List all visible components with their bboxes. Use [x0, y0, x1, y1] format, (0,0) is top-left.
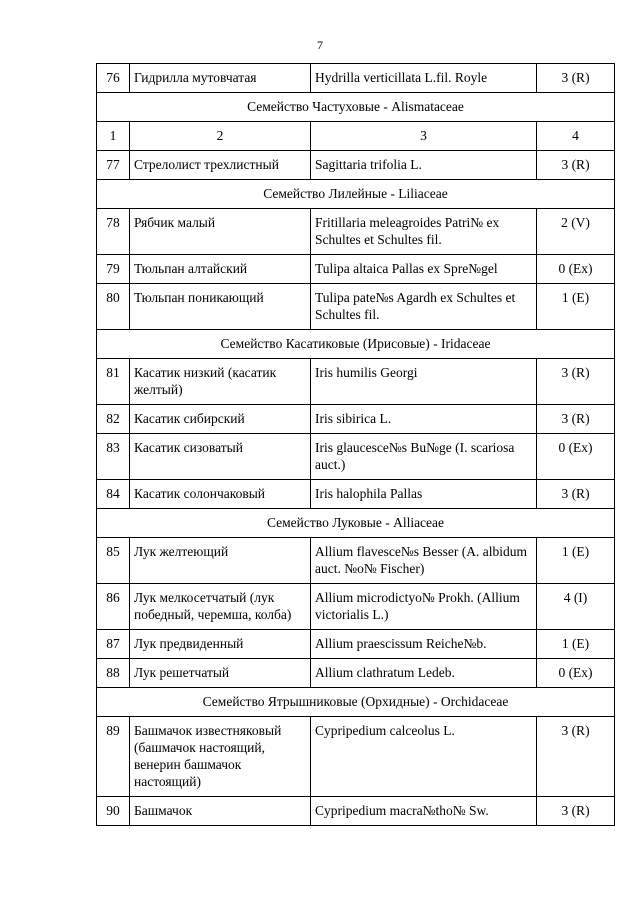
row-number: 88: [97, 659, 130, 688]
latin-name: Allium flavesce№s Besser (A. albidum auct. №o№ Fischer): [311, 538, 537, 584]
family-header-row: [97, 688, 615, 717]
status-category: 0 (Ex): [537, 255, 615, 284]
column-number: 4: [537, 122, 615, 151]
russian-name: Башмачок: [130, 797, 311, 826]
page-number: 7: [317, 38, 323, 52]
table-row: [97, 434, 615, 480]
status-category: 4 (I): [537, 584, 615, 630]
latin-name: Allium praescissum Reiche№b.: [311, 630, 537, 659]
russian-name: Лук предвиденный: [130, 630, 311, 659]
latin-name: Sagittaria trifolia L.: [311, 151, 537, 180]
table-row: [97, 64, 615, 93]
status-category: 1 (E): [537, 630, 615, 659]
row-number: 84: [97, 480, 130, 509]
latin-name: Cypripedium calceolus L.: [311, 717, 537, 797]
table-row: [97, 717, 615, 797]
latin-name: Tulipa pate№s Agardh ex Schultes et Schultes fil.: [311, 284, 537, 330]
status-category: 2 (V): [537, 209, 615, 255]
family-name: Семейство Касатиковые (Ирисовые) - Iridaceae: [97, 330, 615, 359]
table-row: [97, 480, 615, 509]
latin-name: Tulipa altaica Pallas ex Spre№gel: [311, 255, 537, 284]
row-number: 86: [97, 584, 130, 630]
row-number: 80: [97, 284, 130, 330]
family-name: Семейство Частуховые - Alismataceae: [97, 93, 615, 122]
row-number: 81: [97, 359, 130, 405]
family-name: Семейство Луковые - Alliaceae: [97, 509, 615, 538]
russian-name: Лук мелкосетчатый (лук победный, черемша, колба): [130, 584, 311, 630]
status-category: 3 (R): [537, 64, 615, 93]
latin-name: Iris glaucesce№s Bu№ge (I. scariosa auct.): [311, 434, 537, 480]
family-header-row: [97, 330, 615, 359]
table-row: [97, 659, 615, 688]
russian-name: Рябчик малый: [130, 209, 311, 255]
russian-name: Тюльпан алтайский: [130, 255, 311, 284]
russian-name: Тюльпан поникающий: [130, 284, 311, 330]
row-number: 77: [97, 151, 130, 180]
status-category: 0 (Ex): [537, 434, 615, 480]
column-number: 3: [311, 122, 537, 151]
column-number: 1: [97, 122, 130, 151]
row-number: 89: [97, 717, 130, 797]
family-name: Семейство Ятрышниковые (Орхидные) - Orchidaceae: [97, 688, 615, 717]
russian-name: Касатик сибирский: [130, 405, 311, 434]
family-header-row: [97, 509, 615, 538]
table-row: [97, 255, 615, 284]
row-number: 79: [97, 255, 130, 284]
russian-name: Касатик солончаковый: [130, 480, 311, 509]
status-category: 3 (R): [537, 717, 615, 797]
column-number: 2: [130, 122, 311, 151]
row-number: 82: [97, 405, 130, 434]
table-row: [97, 584, 615, 630]
russian-name: Гидрилла мутовчатая: [130, 64, 311, 93]
russian-name: Касатик сизоватый: [130, 434, 311, 480]
status-category: 3 (R): [537, 797, 615, 826]
table-row: [97, 284, 615, 330]
table-row: [97, 359, 615, 405]
latin-name: Iris sibirica L.: [311, 405, 537, 434]
status-category: 3 (R): [537, 480, 615, 509]
row-number: 78: [97, 209, 130, 255]
family-header-row: [97, 93, 615, 122]
row-number: 90: [97, 797, 130, 826]
status-category: 0 (Ex): [537, 659, 615, 688]
table-row: [97, 797, 615, 826]
russian-name: Лук решетчатый: [130, 659, 311, 688]
status-category: 3 (R): [537, 151, 615, 180]
status-category: 1 (E): [537, 538, 615, 584]
row-number: 76: [97, 64, 130, 93]
latin-name: Iris humilis Georgi: [311, 359, 537, 405]
russian-name: Башмачок известняковый (башмачок настоящий, венерин башмачок настоящий): [130, 717, 311, 797]
status-category: 1 (E): [537, 284, 615, 330]
row-number: 83: [97, 434, 130, 480]
table-row: [97, 405, 615, 434]
table-row: [97, 151, 615, 180]
species-table: [96, 63, 615, 826]
latin-name: Cypripedium macra№tho№ Sw.: [311, 797, 537, 826]
russian-name: Лук желтеющий: [130, 538, 311, 584]
table-row: [97, 538, 615, 584]
status-category: 3 (R): [537, 405, 615, 434]
row-number: 87: [97, 630, 130, 659]
latin-name: Allium clathratum Ledeb.: [311, 659, 537, 688]
russian-name: Стрелолист трехлистный: [130, 151, 311, 180]
russian-name: Касатик низкий (касатик желтый): [130, 359, 311, 405]
latin-name: Fritillaria meleagroides Patri№ ex Schultes et Schultes fil.: [311, 209, 537, 255]
table-row: [97, 630, 615, 659]
family-header-row: [97, 180, 615, 209]
status-category: 3 (R): [537, 359, 615, 405]
family-name: Семейство Лилейные - Liliaceae: [97, 180, 615, 209]
latin-name: Allium microdictyo№ Prokh. (Allium victorialis L.): [311, 584, 537, 630]
column-number-row: [97, 122, 615, 151]
latin-name: Iris halophila Pallas: [311, 480, 537, 509]
latin-name: Hydrilla verticillata L.fil. Royle: [311, 64, 537, 93]
row-number: 85: [97, 538, 130, 584]
table-row: [97, 209, 615, 255]
